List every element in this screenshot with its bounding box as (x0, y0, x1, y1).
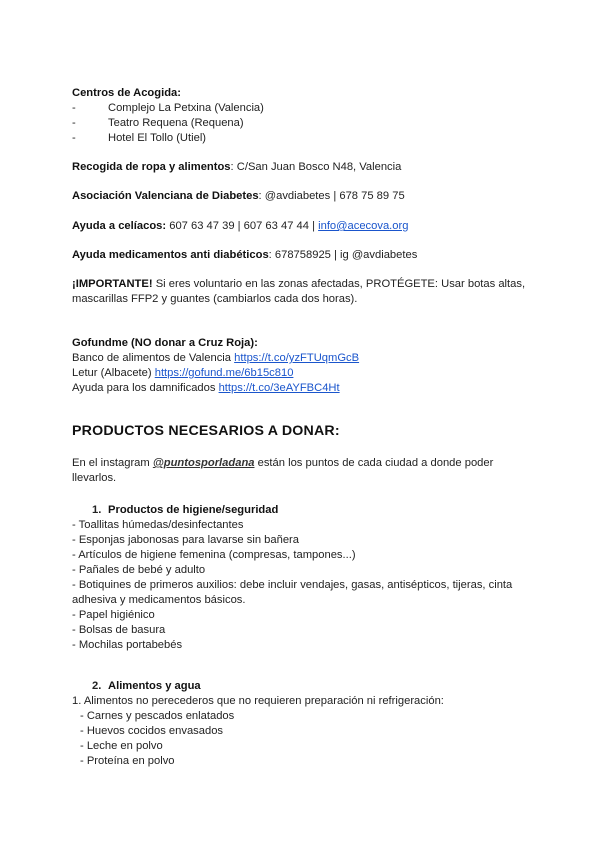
productos-intro: En el instagram @puntosporladana están los puntos de cada ciudad a donde poder llevarlos. (72, 457, 494, 484)
celiacos-email-link[interactable]: info@acecova.org (318, 220, 409, 232)
gofundme-link[interactable]: https://t.co/3eAYFBC4Ht (218, 382, 340, 394)
list-item: - Proteína en polvo (80, 755, 175, 767)
centros-title: Centros de Acogida: (72, 87, 181, 99)
medicamentos-line: Ayuda medicamentos anti diabéticos: 678758925 | ig @avdiabetes (72, 249, 418, 261)
instagram-handle[interactable]: @puntosporladana (152, 457, 255, 469)
centros-section (72, 86, 542, 146)
list-item: - Bolsas de basura (72, 624, 166, 636)
productos-heading: PRODUCTOS NECESARIOS A DONAR: (72, 423, 340, 439)
list-item: - Pañales de bebé y adulto (72, 564, 206, 576)
gofundme-row: Banco de alimentos de Valencia https://t.co/yzFTUqmGcB (72, 352, 360, 364)
gofundme-link[interactable]: https://t.co/yzFTUqmGcB (234, 352, 360, 364)
diabetes-line: Asociación Valenciana de Diabetes: @avdiabetes | 678 75 89 75 (72, 190, 405, 202)
list-item: - Toallitas húmedas/desinfectantes (72, 519, 244, 531)
list-item: - Papel higiénico (72, 609, 155, 621)
higiene-heading: 1. Productos de higiene/seguridad (92, 504, 279, 516)
gofundme-section (72, 336, 542, 396)
centros-item: - Complejo La Petxina (Valencia) (72, 102, 264, 114)
celiacos-line: Ayuda a celíacos: 607 63 47 39 | 607 63 47 44 | info@acecova.org (72, 220, 409, 232)
higiene-section (72, 503, 552, 518)
alimentos-section (72, 679, 552, 769)
gofundme-link[interactable]: https://gofund.me/6b15c810 (154, 367, 294, 379)
list-item: - Huevos cocidos envasados (80, 725, 224, 737)
alimentos-intro: 1. Alimentos no perecederos que no requieren preparación ni refrigeración: (72, 695, 444, 707)
gofundme-title: Gofundme (NO donar a Cruz Roja): (72, 337, 258, 349)
importante-note: ¡IMPORTANTE! Si eres voluntario en las zonas afectadas, PROTÉGETE: Usar botas altas, mascarillas FFP2 y guantes (cambiarlos cada dos horas). (72, 278, 526, 305)
list-item: - Botiquines de primeros auxilios: debe incluir vendajes, gasas, antisépticos, tijeras, cinta (72, 579, 513, 591)
centros-item: - Teatro Requena (Requena) (72, 117, 244, 129)
list-item: - Esponjas jabonosas para lavarse sin bañera (72, 534, 299, 546)
alimentos-heading: 2. Alimentos y agua (92, 680, 201, 692)
gofundme-row: Letur (Albacete) https://gofund.me/6b15c810 (72, 367, 294, 379)
gofundme-row: Ayuda para los damnificados https://t.co/3eAYFBC4Ht (72, 382, 340, 394)
list-item: - Leche en polvo (80, 740, 163, 752)
higiene-list (72, 518, 552, 653)
centros-item: - Hotel El Tollo (Utiel) (72, 132, 207, 144)
list-item: - Carnes y pescados enlatados (80, 710, 235, 722)
list-item: - Mochilas portabebés (72, 639, 183, 651)
list-item: - Artículos de higiene femenina (compresas, tampones...) (72, 549, 356, 561)
list-item: adhesiva y medicamentos básicos. (72, 594, 246, 606)
recogida-line: Recogida de ropa y alimentos: C/San Juan Bosco N48, Valencia (72, 161, 402, 173)
